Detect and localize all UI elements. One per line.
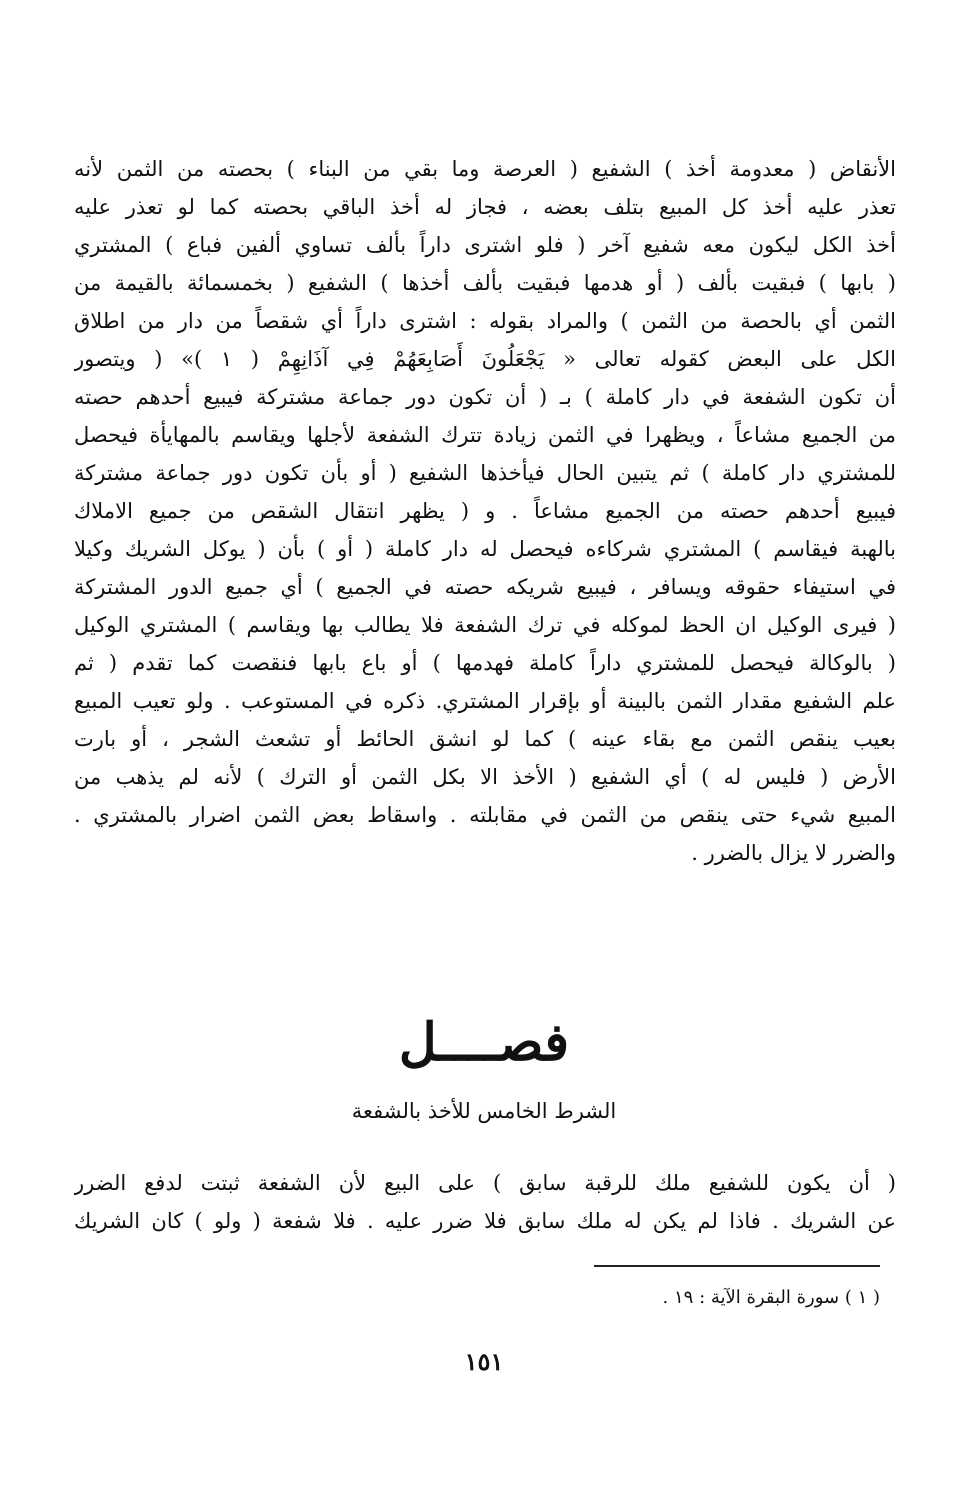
text-line-4: ( بابها ) فبقيت بألف ( أو هدمها فبقيت بألف أخذها ) الشفيع ( بخمسمائة بالقيمة من: [74, 271, 896, 295]
text-line-7: أن تكون الشفعة في دار كاملة ) بـ ( أن تكون دور جماعة مشتركة فيبيع أحدهم حصته: [74, 385, 896, 409]
text-line-14: ( بالوكالة فيحصل للمشتري داراً كاملة فهدمها ) أو باع بابها فنقصت كما تقدم ( ثم: [74, 651, 896, 675]
para2-line-2: عن الشريك . فاذا لم يكن له ملك سابق فلا ضرر عليه . فلا شفعة ( ولو ) كان الشريك: [74, 1209, 896, 1233]
text-line-17: الأرض ( فليس له ) أي الشفيع ( الأخذ الا بكل الثمن أو الترك ) لأنه لم يذهب من: [74, 765, 896, 789]
footnote-divider: [594, 1265, 880, 1267]
text-line-2: تعذر عليه أخذ كل المبيع بتلف بعضه ، فجاز له أخذ الباقي بحصته كما لو تعذر عليه: [74, 195, 896, 219]
text-line-5: الثمن أي بالحصة من الثمن ) والمراد بقوله : اشترى داراً أي شقصاً من دار من اطلاق: [74, 309, 896, 333]
text-line-18: المبيع شيء حتى ينقص من الثمن في مقابلته . واسقاط بعض الثمن اضرار بالمشتري .: [74, 803, 896, 827]
main-paragraph: [74, 150, 896, 872]
page-number: ١٥١: [464, 1347, 504, 1376]
text-line-12: في استيفاء حقوقه ويسافر ، فيبيع شريكه حصته في الجميع ) أي جميع الدور المشتركة: [74, 575, 896, 599]
section-subtitle: الشرط الخامس للأخذ بالشفعة: [351, 1099, 617, 1123]
text-line-1: الأنقاض ( معدومة أخذ ) الشفيع ( العرصة وما بقي من البناء ) بحصته من الثمن لأنه: [74, 157, 896, 181]
text-line-16: بعيب ينقص الثمن مع بقاء عينه ) كما لو انشق الحائط أو تشعث الشجر ، أو بارت: [74, 727, 896, 751]
section-heading: فصــــل: [398, 1012, 570, 1073]
text-line-6: الكل على البعض كقوله تعالى « يَجْعَلُونَ أَصَابِعَهُمْ فِي آذَانِهِمْ ( ١ )» ( ويتصور: [74, 347, 896, 371]
footnote: ( ١ ) سورة البقرة الآية : ١٩ .: [662, 1287, 880, 1308]
text-line-11: بالهبة فيقاسم ) المشتري شركاءه فيحصل له دار كاملة ( أو ) بأن ( يوكل الشريك وكيلا: [74, 537, 896, 561]
text-line-19: والضرر لا يزال بالضرر .: [691, 841, 896, 865]
text-line-10: فيبيع أحدهم حصته من الجميع مشاعاً . و ( يظهر انتقال الشقص من جميع الاملاك: [74, 499, 896, 523]
text-line-3: أخذ الكل ليكون معه شفيع آخر ( فلو اشترى داراً بألف تساوي ألفين فباع ) المشتري: [74, 233, 896, 257]
para2-line-1: ( أن يكون للشفيع ملك للرقبة سابق ) على البيع لأن الشفعة ثبتت لدفع الضرر: [74, 1171, 896, 1195]
second-paragraph: [74, 1164, 896, 1240]
text-line-8: من الجميع مشاعاً ، ويظهرا في الثمن زيادة تترك الشفعة لأجلها ويقاسم بالمهايأة فيحصل: [74, 423, 896, 447]
text-line-15: علم الشفيع مقدار الثمن بالبينة أو بإقرار المشتري. ذكره في المستوعب . ولو تعيب المبيع: [74, 689, 896, 713]
text-line-9: للمشتري دار كاملة ) ثم يتبين الحال فيأخذها الشفيع ( أو بأن تكون دور جماعة مشتركة: [74, 461, 896, 485]
text-line-13: ( فيرى الوكيل ان الحظ لموكله في ترك الشفعة فلا يطالب بها ويقاسم ) المشتري الوكيل: [74, 613, 896, 637]
